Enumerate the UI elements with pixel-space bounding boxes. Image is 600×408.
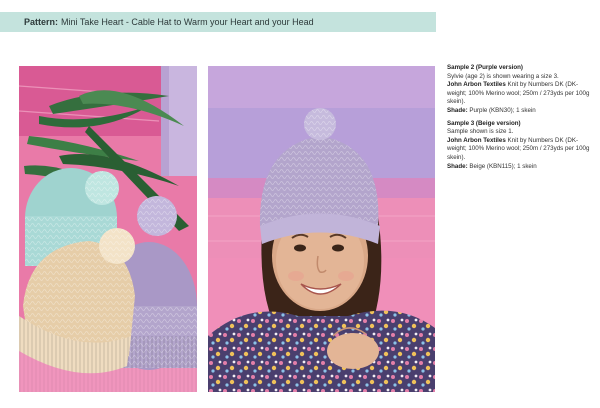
sample-2-yarn-brand: John Arbon Textiles <box>447 81 506 89</box>
sample-2-shade-label: Shade: <box>447 106 468 114</box>
sample-3-intro: Sample shown is size 1. <box>447 128 514 136</box>
sample-2-yarn-desc: Knit by Numbers DK (DK-weight; 100% Merino wool; 250m / 273yds per 100g skein). <box>447 81 590 106</box>
hats-photo <box>19 66 197 392</box>
child-photo <box>208 66 435 392</box>
pattern-title: Mini Take Heart - Cable Hat to Warm your Heart and your Head <box>61 17 314 27</box>
pattern-label: Pattern: <box>24 17 59 27</box>
sample-2-intro: Sylvie (age 2) is shown wearing a size 3. <box>447 72 559 80</box>
sample-2-heading: Sample 2 (Purple version) <box>447 64 523 71</box>
sample-3-shade-value: Beige (KBN115); 1 skein <box>469 162 537 170</box>
sample-3-block <box>447 120 597 172</box>
sample-3-yarn-desc: Knit by Numbers DK (DK-weight; 100% Merino wool; 250m / 273yds per 100g skein). <box>447 136 590 161</box>
sample-2-block <box>447 64 597 116</box>
sample-3-heading: Sample 3 (Beige version) <box>447 119 521 127</box>
sample-notes <box>447 64 597 175</box>
sample-2-shade-value: Purple (KBN30); 1 skein <box>469 106 536 114</box>
sample-3-shade-label: Shade: <box>447 162 468 170</box>
pattern-title-banner <box>0 12 436 32</box>
sample-3-yarn-brand: John Arbon Textiles <box>447 136 506 144</box>
